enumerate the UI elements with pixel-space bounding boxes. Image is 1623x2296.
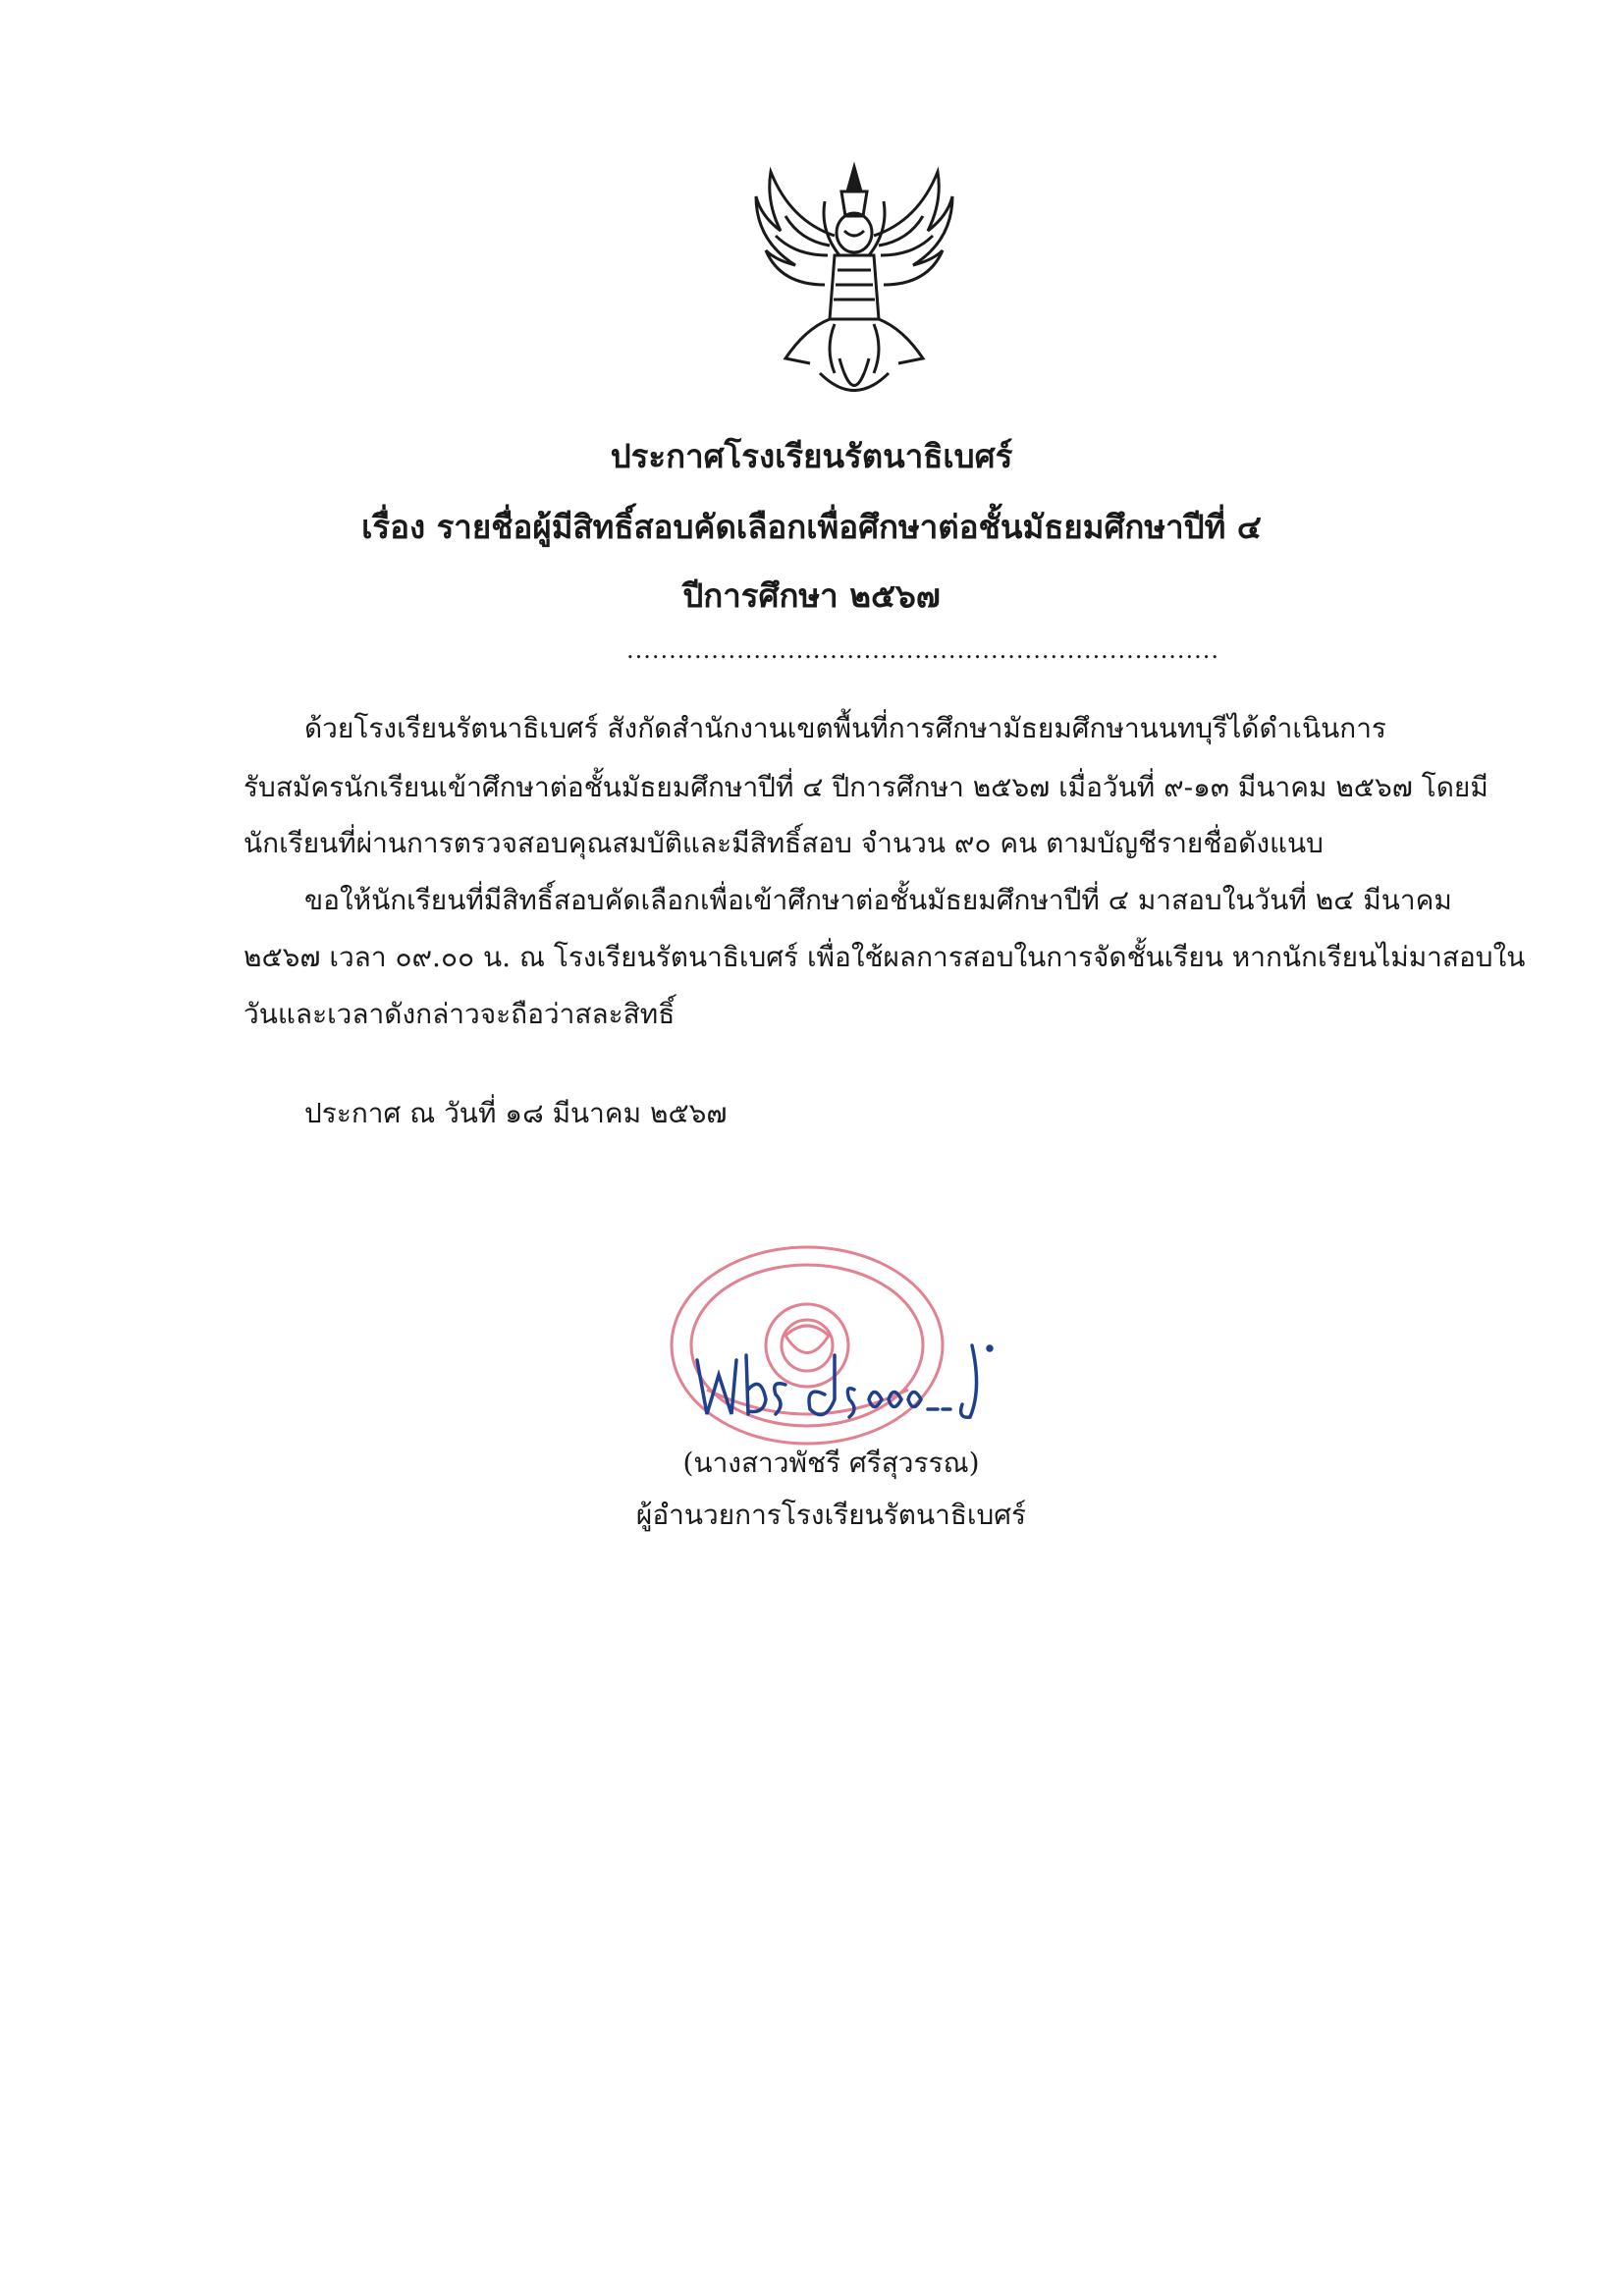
garuda-emblem-icon xyxy=(751,162,957,412)
document-subject: เรื่อง รายชื่อผู้มีสิทธิ์สอบคัดเลือกเพื่อศึกษาต่อชั้นมัธยมศึกษาปีที่ ๔ xyxy=(361,508,1262,546)
signer-name: (นางสาวพัชรี ศรีสุวรรณ) xyxy=(682,1447,980,1479)
body-line: ขอให้นักเรียนที่มีสิทธิ์สอบคัดเลือกเพื่อเข้าศึกษาต่อชั้นมัธยมศึกษาปีที่ ๔ มาสอบในวันที่ ๒๔ มีนาคม xyxy=(304,884,1452,916)
title-divider: ...................................................................... xyxy=(626,636,1220,664)
academic-year: ปีการศึกษา ๒๕๖๗ xyxy=(682,576,941,615)
body-line: วันและเวลาดังกล่าวจะถือว่าสละสิทธิ์ xyxy=(243,998,676,1030)
body-line: รับสมัครนักเรียนเข้าศึกษาต่อชั้นมัธยมศึกษาปีที่ ๔ ปีการศึกษา ๒๕๖๗ เมื่อวันที่ ๙-๑๓ มีนาคม ๒๕๖๗ โดยมี xyxy=(243,771,1488,803)
document-title: ประกาศโรงเรียนรัตนาธิเบศร์ xyxy=(610,437,1013,475)
body-line: ๒๕๖๗ เวลา ๐๙.๐๐ น. ณ โรงเรียนรัตนาธิเบศร์ เพื่อใช้ผลการสอบในการจัดชั้นเรียน หากนักเรียนไม่มาสอบใน xyxy=(243,941,1526,973)
body-line: ด้วยโรงเรียนรัตนาธิเบศร์ สังกัดสำนักงานเขตพื้นที่การศึกษามัธยมศึกษานนทบุรีได้ดำเนินการ xyxy=(304,712,1386,744)
announce-date: ประกาศ ณ วันที่ ๑๘ มีนาคม ๒๕๖๗ xyxy=(304,1097,728,1129)
body-line: นักเรียนที่ผ่านการตรวจสอบคุณสมบัติและมีสิทธิ์สอบ จำนวน ๙๐ คน ตามบัญชีรายชื่อดังแนบ xyxy=(243,827,1324,859)
signer-title: ผู้อำนวยการโรงเรียนรัตนาธิเบศร์ xyxy=(635,1499,1027,1531)
signature xyxy=(677,1331,1001,1439)
